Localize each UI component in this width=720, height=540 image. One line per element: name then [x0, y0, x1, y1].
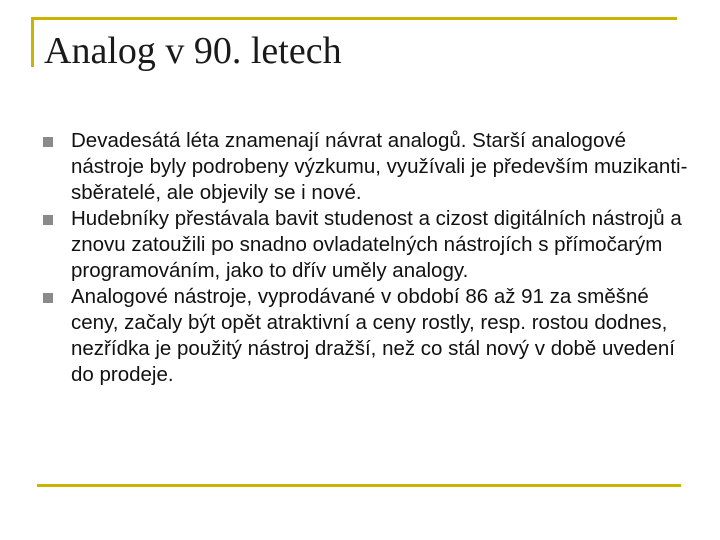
bullet-item [43, 284, 683, 388]
slide-title: Analog v 90. letech [44, 30, 342, 72]
frame-bottom-line [37, 484, 681, 487]
frame-left-line [31, 17, 34, 67]
square-bullet-icon [43, 215, 53, 225]
bullet-list [43, 128, 688, 388]
bullet-text: Devadesátá léta znamenají návrat analogů. Starší analogové nástroje byly podrobeny výzkumu, využívali je především muzikanti-sběratelé, ale objevily se i nové. [71, 129, 688, 204]
bullet-text: Analogové nástroje, vyprodávané v období 86 až 91 za směšné ceny, začaly být opět atraktivní a ceny rostly, resp. rostou dodnes, nezřídka je použitý nástroj dražší, než co stál nový v době uvedení do prodeje. [71, 285, 675, 386]
bullet-item [43, 206, 683, 284]
square-bullet-icon [43, 137, 53, 147]
frame-top-line [31, 17, 677, 20]
bullet-item [43, 128, 688, 206]
square-bullet-icon [43, 293, 53, 303]
bullet-text: Hudebníky přestávala bavit studenost a cizost digitálních nástrojů a znovu zatoužili po snadno ovladatelných nástrojích s přímočarým programováním, jako to dřív uměly analogy. [71, 207, 682, 282]
